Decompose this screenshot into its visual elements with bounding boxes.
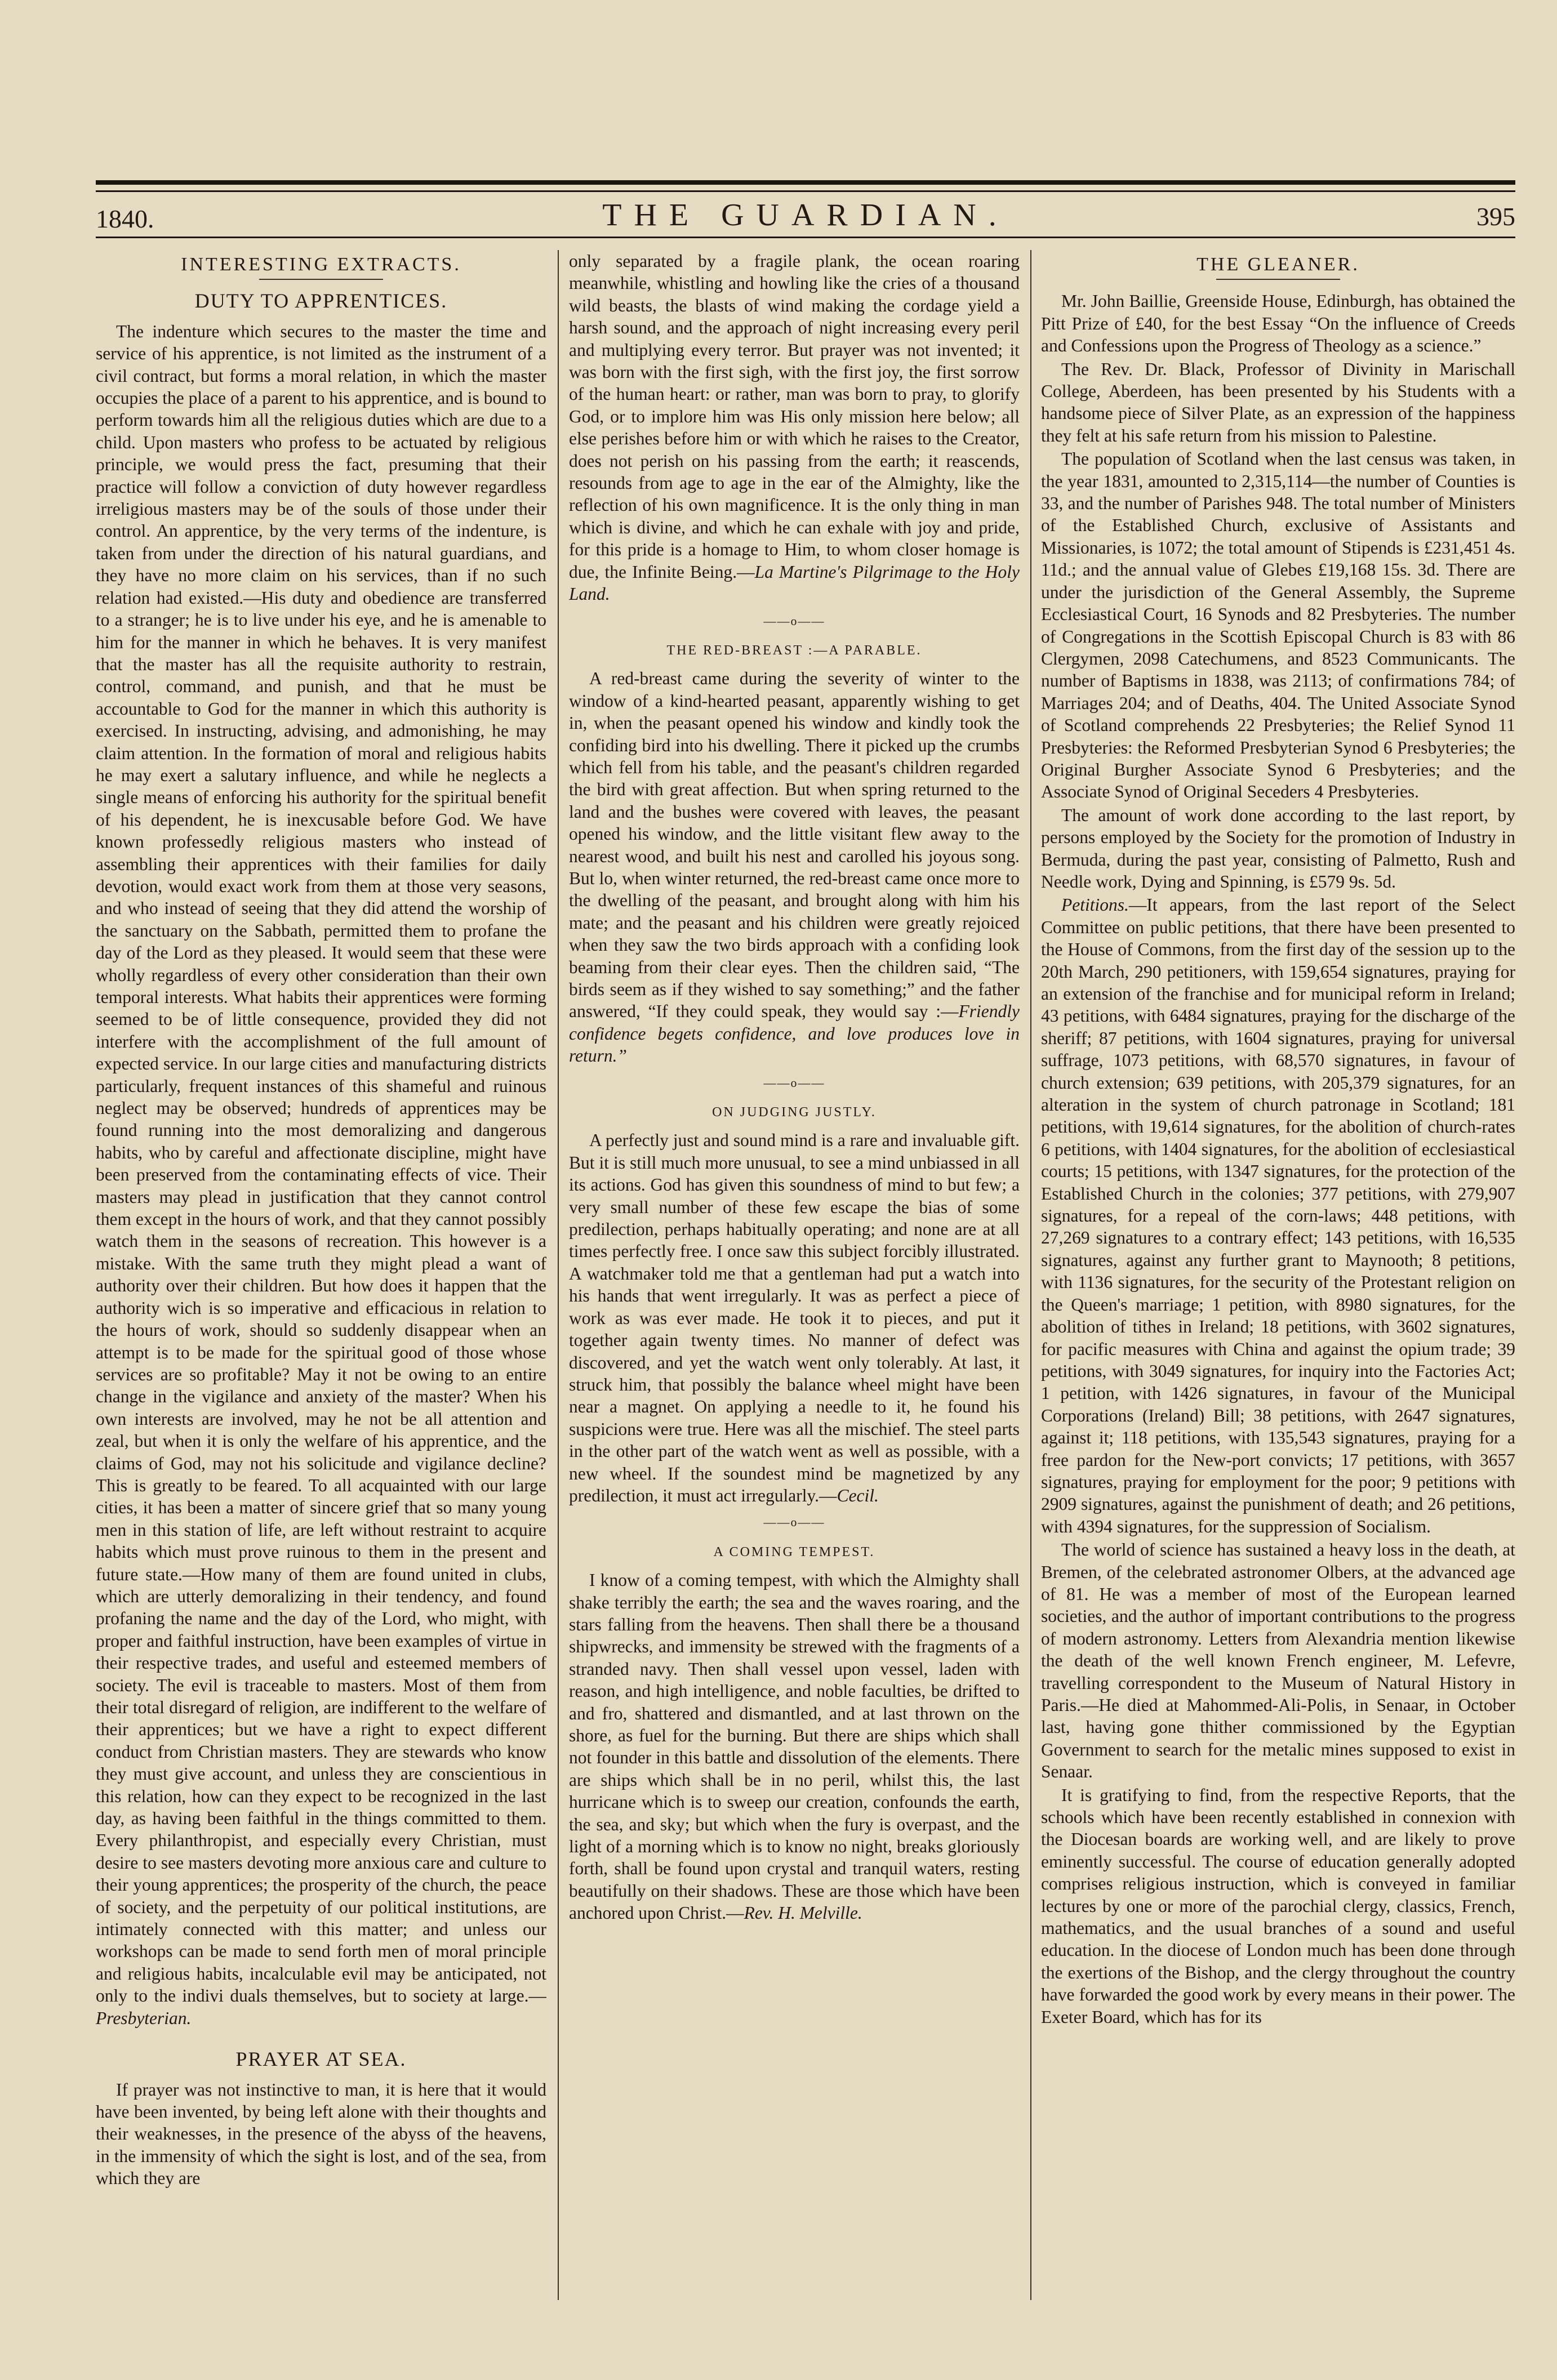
- section-heading-gleaner: THE GLEANER.: [1196, 254, 1360, 275]
- ornament-divider: ——o——: [763, 613, 825, 628]
- column-3: [1041, 250, 1515, 2300]
- article-title-red-breast: THE RED-BREAST :—A PARABLE.: [666, 643, 922, 658]
- newspaper-page: [96, 180, 1515, 2309]
- article-body-judging-justly: [569, 1129, 1020, 1507]
- article-title-coming-tempest: A COMING TEMPEST.: [713, 1544, 875, 1559]
- masthead-year: 1840.: [96, 204, 154, 233]
- article-body-red-breast: [569, 667, 1020, 1067]
- article-source: Presbyterian.: [96, 2008, 192, 2028]
- article-body-prayer-at-sea-continued: [569, 250, 1020, 605]
- column-divider-2: [1030, 250, 1031, 2300]
- page-number: 395: [1476, 202, 1515, 231]
- ornament-divider: ——o——: [763, 1075, 825, 1090]
- article-body-coming-tempest: [569, 1569, 1020, 1924]
- top-rule-thin: [96, 190, 1515, 192]
- gleaner-paragraph: It is gratifying to find, from the respective Reports, that the schools which have been recently established in connexion with the Diocesan boards are working well, and are likely to prove eminently successful. The course of education generally adopted comprises religious instruction, which is conveyed in familiar lectures by one or more of the parochial clergy, classics, French, mathematics, and the usual branches of a sound and useful education. In the diocese of London much has been done through the exertions of the Bishop, and the clergy throughout the country have forwarded the good work by every means in their power. The Exeter Board, which has for its: [1041, 1785, 1515, 2027]
- column-1: [96, 250, 546, 2300]
- section-rule: [1216, 279, 1340, 280]
- article-text: The indenture which secures to the master the time and service of his apprentice, is not limited as the instrument of a civil contract, but forms a moral relation, in which the master occupies the place of a parent to his apprentice, and is bound to perform towards him all the religious duties which are due to a child. Upon masters who profess to be actuated by religious principle, we would press the fact, presuming that their practice will follow a conviction of duty however regardless irreligious masters may be of the souls of those under their control. An apprentice, by the very terms of the indenture, is taken from under the direction of his natural guardians, and they have no more claim on his services, than if no such relation had existed.—His duty and obedience are transferred to a stranger; he is to live under his eye, and he is amenable to him for the manner in which he behaves. It is very manifest that the master has all the requisite authority to restrain, control, command, and punish, and that he must be accountable to God for the manner in which this authority is exercised. In instructing, advising, and admonishing, he may claim attention. In the formation of moral and religious habits he may exert a salutary influence, and while he neglects a single means of enforcing his authority for the spiritual benefit of his dependent, he is inexcusable before God. We have known professedly religious masters who instead of assembling their apprentices with their families for daily devotion, would exact work from them at those very seasons, and who instead of seeing that they did attend the worship of the sanctuary on the Sabbath, permitted them to profane the day of the Lord as they pleased. It would seem that these were wholly regardless of every other consideration than their own temporal interests. What habits their apprentices were forming seemed to be of little consequence, provided they did not interfere with the accomplishment of the full amount of expected service. In our large cities and manufacturing districts particularly, frequent instances of this shameful and ruinous neglect may be observed; hundreds of apprentices may be found running into the most demoralizing and dangerous habits, who by careful and affectionate discipline, might have been preserved from the contaminating effects of vice. Their masters may plead in justification that they cannot control them except in the hours of work, and that they cannot possibly watch them in the seasons of recreation. This however is a mistake. With the same truth they might plead a want of authority over their children. But how does it happen that the authority wich is so imperative and efficacious in relation to the hours of work, should so suddenly disappear when an attempt is to be made for the spiritual good of those whose services are so profitable? May it not be owing to an entire change in the vigilance and anxiety of the master? When his own interests are involved, may he not be all attention and zeal, but when it is only the welfare of his apprentice, and the claims of God, may not his solicitude and vigilance decline? This is greatly to be feared. To all acquainted with our large cities, it has been a matter of sincere grief that so many young men in this station of life, are left without restraint to acquire habits which must prove ruinous to them in the present and future state.—How many of them are found united in clubs, which are utterly demoralizing in their tendency, and found profaning the name and the day of the Lord, who might, with proper and faithful instruction, have been examples of virtue in their respective trades, and useful and esteemed members of society. The evil is traceable to masters. Most of them from their total disregard of religion, are indifferent to the welfare of their apprentices; but we have a right to expect different conduct from Christian masters. They are stewards who know they must give account, and unless they are conscientious in this relation, how can they expect to be recognized in the last day, as having been faithful in the things committed to them. Every philanthropist, and especially every Christian, must desire to see masters devoting more anxious care and culture to their young apprentices; the prosperity of the church, the peace of society, and the perpetuity of our political institutions, are intimately connected with this matter; and unless our workshops can be made to send forth men of moral principle and religious habits, incalculable evil may be anticipated, not only to the indivi duals themselves, but to society at large.—: [96, 321, 546, 2006]
- ornament-divider: ——o——: [763, 1515, 825, 1530]
- masthead: [96, 197, 1515, 233]
- column-divider-1: [558, 250, 559, 2300]
- gleaner-paragraph: The world of science has sustained a heavy loss in the death, at Bremen, of the celebrated astronomer Olbers, at the advanced age of 81. He was a member of most of the European learned societies, and the author of important contributions to the progress of modern astronomy. Letters from Alexandria mention likewise the death of the well known French engineer, M. Lefevre, travelling correspondent to the Museum of Natural History in Paris.—He died at Mahommed-Ali-Polis, in Senaar, in October last, having gone thither commissioned by the Egyptian Government to search for the metalic mines supposed to exist in Senaar.: [1041, 1540, 1515, 1782]
- top-rule-thick: [96, 180, 1515, 185]
- article-text: A perfectly just and sound mind is a rare and invaluable gift. But it is still much more unusual, to see a mind unbiassed in all its actions. God has given this soundness of mind to but few; a very small number of these few escape the bias of some predilection, perhaps habitually operating; and none are at all times perfectly free. I once saw this subject forcibly illustrated. A watchmaker told me that a gentleman had put a watch into his hands that went irregularly. It was as perfect a piece of work as was ever made. He took it to pieces, and put it together again twenty times. No manner of defect was discovered, and yet the watch went only tolerably. At last, it struck him, that possibly the balance wheel might have been near a magnet. On applying a needle to it, he found his suspicions were true. Here was all the mischief. The steel parts in the other part of the watch went as well as possible, with a new wheel. If the soundest mind be magnetized by any predilection, it must act irregularly.—: [569, 1130, 1020, 1505]
- section-heading-interesting-extracts: INTERESTING EXTRACTS.: [181, 254, 461, 275]
- article-text: A red-breast came during the severity of winter to the window of a kind-hearted peasant, apparently wishing to get in, when the peasant opened his window and kindly took the confiding bird into his dwelling. There it picked up the crumbs which fell from his table, and the peasant's children regarded the bird with great affection. But when spring returned to the land and the bushes were covered with leaves, the peasant opened his window, and the little visitant flew away to the nearest wood, and built his nest and carolled his joyous song. But lo, when winter returned, the red-breast came once more to the dwelling of the peasant, and brought along with him his mate; and the peasant and his children were greatly rejoiced when they saw the two birds approach with a confiding look beaming from their clear eyes. Then the children said, “The birds seem as if they wished to say something;” and the father answered, “If they could speak, they would say :—: [569, 668, 1020, 1022]
- gleaner-paragraph: The population of Scotland when the last census was taken, in the year 1831, amounted to 2,315,114—the number of Counties is 33, and the number of Parishes 948. The total number of Ministers of the Established Church, exclusive of Assistants and Missionaries, is 1072; the total amount of Stipends is £231,451 4s. 11d.; and the annual value of Glebes £19,168 15s. 3d. There are under the jurisdiction of the General Assembly, the Supreme Ecclesiastical Court, 16 Synods and 82 Presbyteries. The number of Congregations in the Scottish Episcopal Church is 83 with 86 Clergymen, 2098 Catechumens, and 8523 Communicants. The number of Baptisms in 1838, was 2113; of confirmations 784; of Marriages 204; and of Deaths, 404. The United Associate Synod of Scotland comprehends 22 Presbyteries; the Relief Synod 11 Presbyteries: the Reformed Presbyterian Synod 6 Presbyteries; the Original Burgher Associate Synod 6 Presbyteries; and the Associate Synod of Original Seceders 4 Presbyteries.: [1041, 449, 1515, 802]
- masthead-rule: [96, 237, 1515, 238]
- article-source: Rev. H. Melville.: [744, 1903, 862, 1923]
- column-2: [569, 250, 1020, 2300]
- paragraph-text: —It appears, from the last report of the Select Committee on public petitions, that there have been presented to the House of Commons, from the first day of the session up to the 20th March, 290 petitioners, with 159,654 signatures, praying for an extension of the franchise and for municipal reform in Ireland; 43 petitions, with 6484 signatures, praying for the discharge of the sheriff; 87 petitions, with 1604 signatures, praying for universal suffrage, 1073 petitions, with 68,570 signatures, in favour of church extension; 639 petitions, with 205,379 signatures, for an alteration in the system of church patronage in Scotland; 181 petitions, with 19,614 signatures, for the abolition of church-rates 6 petitions, with 1404 signatures, for the abolition of ecclesiastical courts; 15 petitions, with 1347 signatures, for the protection of the Established Church in the colonies; 377 petitions, with 279,907 signatures, for a repeal of the corn-laws; 448 petitions, with 27,269 signatures to a contrary effect; 143 petitions, with 16,535 signatures, against any further grant to Maynooth; 8 petitions, with 1136 signatures, for the security of the Protestant religion on the Queen's marriage; 1 petition, with 8980 signatures, for the abolition of tithes in Ireland; 18 petitions, with 3602 signatures, for pacific measures with China and against the opium trade; 39 petitions, with 3049 signatures, for inquiry into the Factories Act; 1 petition, with 1426 signatures, in favour of the Municipal Corporations (Ireland) Bill; 38 petitions, with 2647 signatures, against it; 118 petitions, with 135,543 signatures, praying for a free pardon for the New-port convicts; 17 petitions, with 3657 signatures, praying for employment for the poor; 9 petitions with 2909 signatures, against the punishment of death; and 26 petitions, with 4394 signatures, for the suppression of Socialism.: [1041, 895, 1515, 1536]
- article-title-duty-to-apprentices: DUTY TO APPRENTICES.: [194, 289, 448, 313]
- article-title-judging-justly: ON JUDGING JUSTLY.: [712, 1105, 877, 1120]
- article-text: only separated by a fragile plank, the ocean roaring meanwhile, whistling and howling like the cries of a thousand wild beasts, the blasts of wind making the cordage yield a harsh sound, and the approach of night increasing every peril and multiplying every terror. But prayer was not invented; it was born with the first sigh, with the first joy, the first sorrow of the human heart: or rather, man was born to pray, to glorify God, or to implore him was His only mission here below; all else perishes before him or with which he raises to the Creator, does not perish on his passing from the earth; it reascends, resounds from age to age in the ear of the Almighty, like the reflection of his own magnificence. It is the only thing in man which is divine, and which he can exhale with joy and pride, for this pride is a homage to Him, to whom closer homage is due, the Infinite Being.—: [569, 251, 1020, 582]
- article-body-duty-to-apprentices: [96, 320, 546, 2029]
- article-text: I know of a coming tempest, with which the Almighty shall shake terribly the earth; the sea and the waves roaring, and the stars falling from the heavens. Then shall there be a thousand shipwrecks, and immensity be strewed with the fragments of a stranded navy. Then shall vessel upon vessel, laden with reason, and high intelligence, and noble faculties, be drifted to and fro, shattered and dismantled, and at last thrown on the shore, as fuel for the burning. But there are ships which shall not founder in this battle and dissolution of the elements. There are ships which shall be in no peril, whilst this, the last hurricane which is to sweep our creation, confounds the earth, the sea, and sky; but which when the fury is overpast, and the light of a morning which is to know no night, breaks gloriously forth, shall be found upon crystal and tranquil waters, resting beautifully on their shadows. These are those which have been anchored upon Christ.—: [569, 1570, 1020, 1923]
- masthead-title: THE GUARDIAN.: [602, 198, 1009, 233]
- gleaner-paragraph: Mr. John Baillie, Greenside House, Edinburgh, has obtained the Pitt Prize of £40, for the best Essay “On the influence of Creeds and Confessions upon the Progress of Theology as a science.”: [1041, 291, 1515, 356]
- article-source: Cecil.: [837, 1485, 879, 1505]
- article-source: La Martine's Pilgrimage to the Holy Land.: [569, 561, 1020, 604]
- gleaner-paragraph-petitions: [1041, 894, 1515, 1537]
- article-body-prayer-at-sea: If prayer was not instinctive to man, it is here that it would have been invented, by being left alone with their thoughts and their weaknesses, in the presence of the abyss of the heavens, in the immensity of which the sight is lost, and of the sea, from which they are: [96, 2079, 546, 2189]
- gleaner-paragraph: The Rev. Dr. Black, Professor of Divinity in Marischall College, Aberdeen, has been presented by his Students with a handsome piece of Silver Plate, as an expression of the happiness they felt at his safe return from his mission to Palestine.: [1041, 359, 1515, 445]
- article-source: Friendly confidence begets confidence, and love produces love in return.”: [569, 1001, 1020, 1066]
- gleaner-paragraph: The amount of work done according to the last report, by persons employed by the Society for the promotion of Industry in Bermuda, during the past year, consisting of Palmetto, Rush and Needle work, Dying and Spinning, is £579 9s. 5d.: [1041, 805, 1515, 892]
- section-rule: [259, 279, 383, 280]
- article-title-prayer-at-sea: PRAYER AT SEA.: [235, 2048, 407, 2071]
- paragraph-lead: Petitions.: [1061, 895, 1129, 915]
